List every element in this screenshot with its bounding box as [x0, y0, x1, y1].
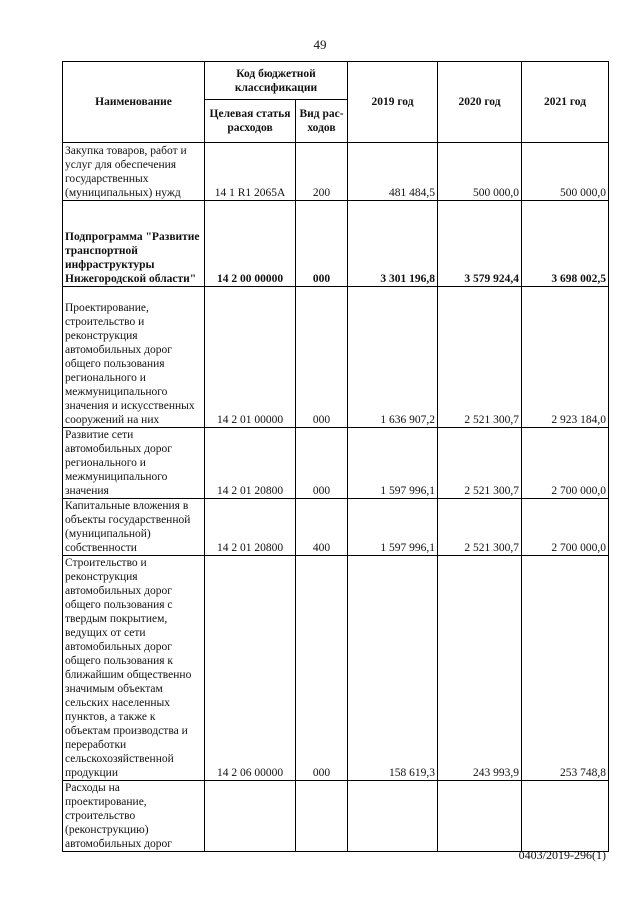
table-row — [63, 428, 609, 499]
row-target-article-cell: 14 2 06 00000 — [205, 556, 296, 781]
row-2019-cell: 1 597 996,1 — [348, 499, 438, 556]
row-2019-cell: 1 597 996,1 — [348, 428, 438, 499]
table-row — [63, 499, 609, 556]
row-2020-cell — [438, 781, 522, 852]
row-2021-cell: 2 700 000,0 — [522, 428, 609, 499]
table-row — [63, 201, 609, 287]
header-name: Наименование — [63, 62, 205, 143]
row-expense-type-cell: 000 — [296, 556, 348, 781]
row-2020-cell: 500 000,0 — [438, 143, 522, 201]
row-name-cell: Капитальные вложения в объекты государственной (муниципальной) собственности — [63, 499, 205, 556]
row-name-cell: Закупка товаров, работ и услуг для обеспечения государственных (муниципальных) нужд — [63, 143, 205, 201]
row-target-article-cell: 14 2 01 20800 — [205, 428, 296, 499]
table-row — [63, 143, 609, 201]
row-2019-cell: 158 619,3 — [348, 556, 438, 781]
header-expense-type: Вид рас-ходов — [296, 100, 348, 143]
row-2021-cell: 2 700 000,0 — [522, 499, 609, 556]
row-expense-type-cell: 200 — [296, 143, 348, 201]
header-year-2020: 2020 год — [438, 62, 522, 143]
row-2021-cell: 253 748,8 — [522, 556, 609, 781]
row-2021-cell: 2 923 184,0 — [522, 287, 609, 428]
row-target-article-cell: 14 1 R1 2065А — [205, 143, 296, 201]
table-row — [63, 556, 609, 781]
row-2020-cell: 2 521 300,7 — [438, 428, 522, 499]
header-budget-code: Код бюджетной классификации — [205, 62, 348, 100]
row-name-cell: Расходы на проектирование, строительство (реконструкцию) автомобильных дорог — [63, 781, 205, 852]
row-2019-cell: 3 301 196,8 — [348, 201, 438, 287]
header-year-2021: 2021 год — [522, 62, 609, 143]
row-expense-type-cell — [296, 781, 348, 852]
budget-table — [62, 61, 609, 852]
row-2020-cell: 2 521 300,7 — [438, 499, 522, 556]
table-body — [63, 143, 609, 852]
page-number: 49 — [313, 37, 327, 52]
header-target-article: Целевая статья расходов — [205, 100, 296, 143]
row-2021-cell: 500 000,0 — [522, 143, 609, 201]
row-2019-cell: 481 484,5 — [348, 143, 438, 201]
header-year-2019: 2019 год — [348, 62, 438, 143]
row-target-article-cell: 14 2 01 20800 — [205, 499, 296, 556]
row-2021-cell: 3 698 002,5 — [522, 201, 609, 287]
row-2021-cell — [522, 781, 609, 852]
row-2020-cell: 2 521 300,7 — [438, 287, 522, 428]
table-row — [63, 287, 609, 428]
row-2020-cell: 243 993,9 — [438, 556, 522, 781]
row-expense-type-cell: 400 — [296, 499, 348, 556]
table-row — [63, 781, 609, 852]
row-target-article-cell — [205, 781, 296, 852]
row-2020-cell: 3 579 924,4 — [438, 201, 522, 287]
row-expense-type-cell: 000 — [296, 287, 348, 428]
row-name-cell: Проектирование, строительство и реконструкция автомобильных дорог общего пользования регионального и межмуниципального значения и искусственных сооружений на них — [63, 287, 205, 428]
row-2019-cell: 1 636 907,2 — [348, 287, 438, 428]
row-name-cell: Подпрограмма "Развитие транспортной инфраструктуры Нижегородской области" — [63, 201, 205, 287]
row-target-article-cell: 14 2 00 00000 — [205, 201, 296, 287]
row-expense-type-cell: 000 — [296, 201, 348, 287]
row-expense-type-cell: 000 — [296, 428, 348, 499]
row-target-article-cell: 14 2 01 00000 — [205, 287, 296, 428]
row-2019-cell — [348, 781, 438, 852]
document-code: 0403/2019-296(1) — [518, 848, 606, 862]
row-name-cell: Строительство и реконструкция автомобильных дорог общего пользования с твердым покрытием, ведущих от сети автомобильных дорог общего пользования к ближайшим общественно значимым объектам сельских населенных пунктов, а также к объектам производства и переработки сельскохозяйственной продукции — [63, 556, 205, 781]
row-name-cell: Развитие сети автомобильных дорог регионального и межмуниципального значения — [63, 428, 205, 499]
